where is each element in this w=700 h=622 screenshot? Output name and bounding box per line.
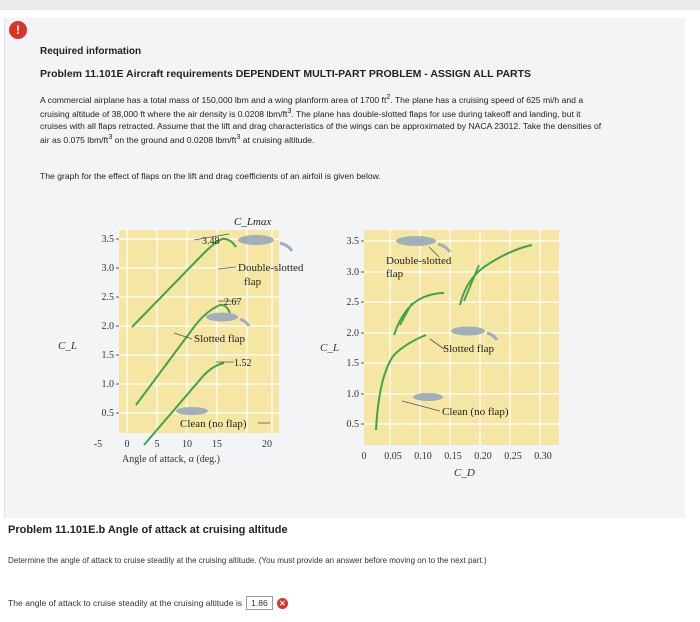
right-ytick: 3.5	[346, 236, 359, 247]
left-ytick: 1.0	[101, 379, 114, 390]
x-icon: ✕	[277, 598, 288, 609]
left-xtick: 5	[154, 439, 160, 450]
right-ytick: 1.5	[346, 358, 359, 369]
flap-icon	[280, 243, 292, 251]
left-ylabel: C_L	[58, 340, 77, 352]
part-b-title: Problem 11.101E.b Angle of attack at cruising altitude	[8, 524, 288, 536]
right-xtick: 0	[361, 451, 367, 462]
airfoil-icon	[451, 327, 485, 336]
figure-svg	[54, 205, 574, 495]
airfoil-icon	[238, 235, 274, 245]
left-xtick: -5	[93, 439, 103, 450]
airfoil-icon	[396, 236, 436, 246]
problem-statement: A commercial airplane has a total mass of 150,000 lbm and a wing planform area of 1700 $ft^2$. The plane has a cruising speed of 625 mi/h and a cruising altitude of 38,000 ft where the air density is 0.0208 lbm/$ft^3$. The plane has double-slotted flaps for use during takeoff and landing, but it cruises with all flaps retracted. Assume that the lift and drag characteristics of the wings can be approximated by NACA 23012. Take the densities of air as 0.075 lbm/$ft^3$ on the ground and 0.0208 lbm/$ft^3$ at cruising altitude.	[40, 94, 602, 145]
left-xtick: 0	[124, 439, 130, 450]
right-xtick: 0.05	[384, 451, 402, 462]
flap-effect-figure	[54, 205, 574, 500]
answer-row	[8, 596, 288, 610]
right-xtick: 0.25	[504, 451, 522, 462]
left-ytick: 0.5	[101, 408, 114, 419]
right-xtick: 0.10	[414, 451, 432, 462]
right-ylabel: C_L	[320, 342, 339, 354]
answer-label: The angle of attack to cruise steadily at the cruising altitude is	[8, 598, 243, 608]
top-band	[0, 0, 700, 10]
left-ytick: 3.0	[101, 263, 114, 274]
required-info-label: Required information	[40, 46, 142, 57]
right-xtick: 0.30	[534, 451, 552, 462]
right-xlabel: C_D	[454, 467, 475, 479]
left-ytick: 1.5	[101, 350, 114, 361]
airfoil-icon	[413, 393, 443, 401]
double-slotted-label: Double-slotted	[238, 262, 304, 274]
right-ytick: 3.0	[346, 267, 359, 278]
clmax-label: C_Lmax	[234, 216, 272, 228]
alert-icon: !	[9, 21, 27, 39]
right-slotted-label: Slotted flap	[443, 343, 495, 355]
problem-title: Problem 11.101E Aircraft requirements DEPENDENT MULTI-PART PROBLEM - ASSIGN ALL PARTS	[40, 68, 532, 80]
left-xtick: 10	[182, 439, 192, 450]
graph-intro: The graph for the effect of flaps on the lift and drag coefficients of an airfoil is given below.	[40, 171, 381, 181]
left-xlabel: Angle of attack, α (deg.)	[122, 454, 220, 465]
right-xtick: 0.15	[444, 451, 462, 462]
left-ytick: 3.5	[101, 234, 114, 245]
right-ytick: 1.0	[346, 389, 359, 400]
airfoil-icon	[176, 407, 208, 415]
right-ytick: 2.0	[346, 328, 359, 339]
right-ytick: 2.5	[346, 297, 359, 308]
right-ytick: 0.5	[346, 419, 359, 430]
value-267: 2.67	[224, 297, 242, 308]
left-xtick: 15	[212, 439, 222, 450]
slotted-label: Slotted flap	[194, 333, 246, 345]
answer-input[interactable]: 1.86	[246, 596, 273, 610]
value-152: 1.52	[234, 358, 252, 369]
double-slotted-label-2: flap	[244, 276, 262, 288]
value-348: 3.48	[202, 236, 220, 247]
left-plot-area	[119, 230, 279, 433]
airfoil-icon	[206, 313, 238, 322]
left-xtick: 20	[262, 439, 272, 450]
left-ytick: 2.0	[101, 321, 114, 332]
right-double-slotted-label: Double-slotted	[386, 255, 452, 267]
left-ytick: 2.5	[101, 292, 114, 303]
part-b-instructions: Determine the angle of attack to cruise steadily at the cruising altitude. (You must provide an answer before moving on to the next part.)	[8, 556, 487, 565]
right-clean-label: Clean (no flap)	[442, 406, 509, 418]
right-double-slotted-label-2: flap	[386, 268, 404, 280]
clean-label: Clean (no flap)	[180, 418, 247, 430]
right-xtick: 0.20	[474, 451, 492, 462]
